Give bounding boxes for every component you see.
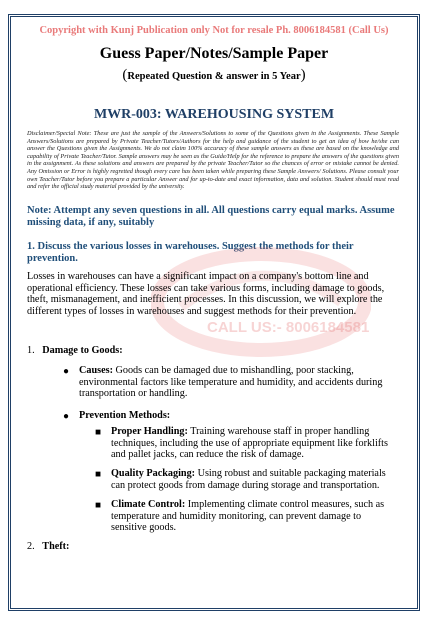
method-label: Proper Handling: — [111, 426, 188, 437]
method-label: Climate Control: — [111, 499, 186, 510]
subtitle-close-paren: ) — [300, 67, 306, 83]
causes-label: Causes: — [79, 365, 113, 376]
section-title: Theft: — [42, 541, 70, 552]
intro-paragraph: Losses in warehouses can have a significant impact on a company's bottom line and operational efficiency. These losses can take various forms, including damage to goods, theft, mismanagement, and inefficient processes. In this discussion, we will explore the different types of losses in warehouses and suggest methods for their prevention. — [27, 271, 385, 317]
document-page — [8, 14, 420, 611]
section-number: 2. — [27, 541, 35, 552]
bullet-square-icon: ■ — [95, 500, 102, 511]
copyright-banner: Copyright with Kunj Publication only Not for resale Ph. 8006184581 (Call Us) — [39, 25, 389, 36]
document-title: Guess Paper/Notes/Sample Paper — [99, 45, 329, 62]
course-title: MWR-003: WAREHOUSING SYSTEM — [93, 107, 335, 122]
bullet-square-icon: ■ — [95, 469, 102, 480]
causes-text: Goods can be damaged due to mishandling, poor stacking, environmental factors like temperature and humidity, and accidents during transportation or handling. — [79, 365, 383, 400]
list-item-method — [111, 499, 397, 534]
method-text: Implementing climate control measures, such as temperature and humidity monitoring, can prevent damage to sensitive goods. — [111, 499, 385, 534]
subtitle-open-paren: ( — [122, 67, 128, 83]
question-heading: 1. Discuss the various losses in warehouses. Suggest the methods for their prevention. — [27, 241, 354, 264]
watermark-phone: CALL US:- 8006184581 — [207, 319, 370, 336]
bullet-square-icon: ■ — [95, 427, 102, 438]
section-title: Damage to Goods: — [42, 345, 123, 356]
method-text: Using robust and suitable packaging materials can protect goods from damage during storage and transportation. — [111, 468, 386, 491]
document-subtitle — [11, 67, 417, 84]
instructions-note: Note: Attempt any seven questions in all. All questions carry equal marks. Assume missing data, if any, suitably — [27, 205, 395, 228]
list-item-method — [111, 468, 397, 491]
section-heading — [27, 541, 387, 553]
list-item-causes — [79, 365, 397, 400]
list-item-method — [111, 426, 397, 461]
section-heading — [27, 345, 387, 357]
method-label: Quality Packaging: — [111, 468, 196, 479]
method-text: Training warehouse staff in proper handling techniques, including the use of appropriate equipment like forklifts and pallet jacks, can reduce the risk of damage. — [111, 426, 388, 461]
prevention-heading: Prevention Methods: — [79, 410, 171, 421]
bullet-dot-icon: ● — [63, 411, 70, 422]
subtitle-text: Repeated Question & answer in 5 Year — [127, 71, 301, 82]
section-number: 1. — [27, 345, 35, 356]
bullet-dot-icon: ● — [63, 366, 70, 377]
disclaimer-text: Disclaimer/Special Note: These are just the sample of the Answers/Solutions to some of the Questions given in the Assignments. These Sample Answers/Solutions are prepared by Private Teacher/Tutors/Authors for the help and guidance of the student to get an idea of how he/she can answer the Questions given the Assignments. We do not claim 100% accuracy of these sample answers as these are based on the knowledge and capability of Private Teacher/Tutor. Sample answers may be seen as the Guide/Help for the reference to prepare the answers of the questions given in the assignment. As these solutions and answers are prepared by the private Teacher/Tutor so the chances of error or mistake cannot be denied. Any Omission or Error is highly regretted though every care has been taken while preparing these Sample Answers/ Solutions. Please consult your own Teacher/Tutor before you prepare a particular Answer and for up-to-date and exact information, data and solution. Student should must read and refer the official study material provided by the university. — [27, 130, 399, 191]
